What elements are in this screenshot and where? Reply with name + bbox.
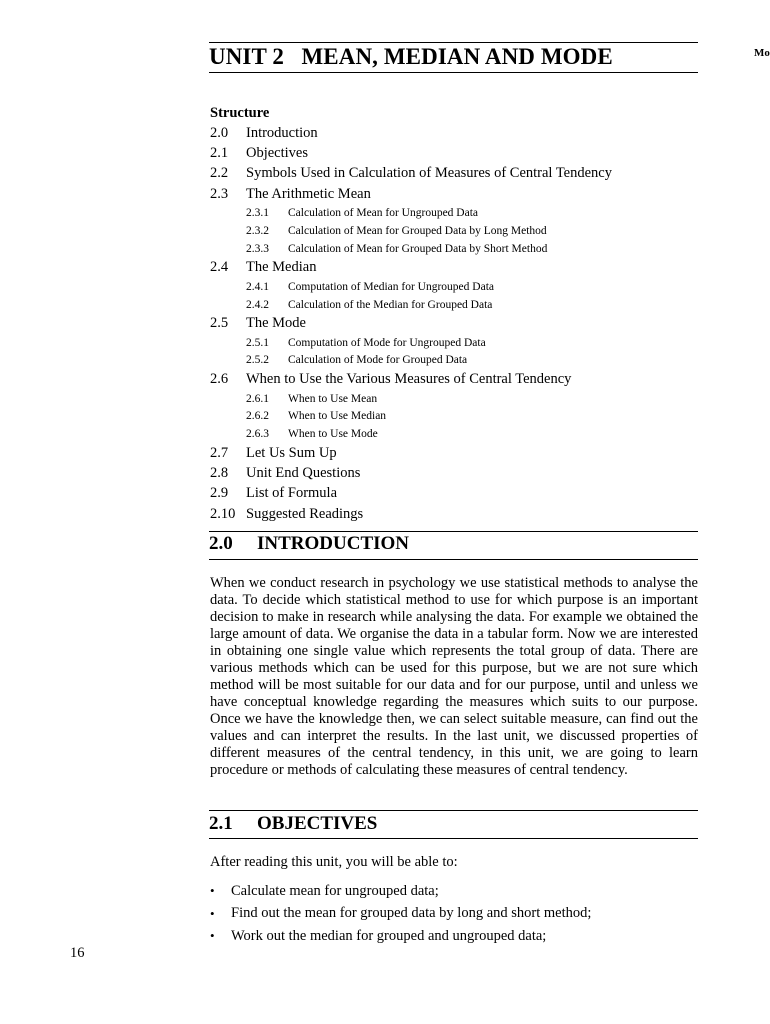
structure-item-title: Calculation of the Median for Grouped Data — [288, 298, 493, 311]
structure-item-title: Objectives — [246, 144, 309, 161]
structure-item-title: Calculation of Mode for Grouped Data — [288, 354, 468, 367]
structure-item-title: The Mode — [246, 315, 306, 332]
objective-text: Calculate mean for ungrouped data; — [231, 882, 439, 899]
structure-item-title: Unit End Questions — [246, 464, 361, 481]
structure-heading: Structure — [210, 105, 270, 121]
objectives-title: OBJECTIVES — [257, 813, 378, 834]
structure-item-number: 2.10 — [210, 505, 236, 522]
structure-item — [210, 443, 700, 463]
structure-item — [210, 425, 700, 443]
structure-item — [210, 407, 700, 425]
structure-item — [210, 352, 700, 370]
structure-item-number: 2.3.3 — [246, 242, 269, 255]
bullet-icon: • — [210, 883, 215, 899]
structure-item — [210, 258, 700, 278]
title-top-rule — [209, 42, 698, 43]
introduction-paragraph: When we conduct research in psychology we use statistical methods to analyse the data. To decide which statistical method to use for which purpose is an important decision to make in research while analysing the data. For example we obtained the large amount of data. We organise the data in a tabular form. Now we are interested in obtaining one single value which represents the total group of data. There are various methods which can be used for this purpose, but we are not sure which method will be most suitable for our data and for our purpose, until and unless we have conceptual knowledge regarding the measures which suits to our purpose. Once we have the knowledge then, we can select suitable measure, can find out the values and can interpret the results. In the last unit, we discussed properties of different measures of the central tendency, in this unit, we are going to learn procedure or methods of calculating these measures of central tendency. — [210, 575, 698, 778]
objectives-heading — [209, 813, 377, 835]
objectives-lead: After reading this unit, you will be able to: — [210, 854, 458, 870]
structure-item — [210, 369, 700, 389]
structure-item-number: 2.8 — [210, 464, 229, 481]
structure-item-number: 2.3 — [210, 185, 229, 202]
structure-item — [210, 504, 700, 524]
structure-item-number: 2.2 — [210, 165, 229, 182]
structure-item — [210, 143, 700, 163]
objective-item — [210, 880, 700, 903]
structure-item-number: 2.4.2 — [246, 298, 269, 311]
introduction-title: INTRODUCTION — [257, 533, 410, 554]
structure-item-title: Introduction — [246, 124, 318, 141]
structure-item-title: Symbols Used in Calculation of Measures of Central Tendency — [246, 165, 612, 182]
structure-item — [210, 313, 700, 333]
structure-item-title: List of Formula — [246, 485, 338, 502]
structure-item-number: 2.7 — [210, 444, 229, 461]
objectives-bottom-rule — [209, 838, 698, 839]
objectives-number: 2.1 — [209, 813, 233, 834]
objective-text: Find out the mean for grouped data by long and short method; — [231, 905, 592, 922]
structure-item — [210, 240, 700, 258]
objective-text: Work out the median for grouped and ungrouped data; — [231, 927, 547, 944]
structure-item-title: When to Use Mean — [288, 392, 378, 405]
structure-item — [210, 164, 700, 184]
structure-item-number: 2.0 — [210, 124, 229, 141]
unit-title: UNIT 2 MEAN, MEDIAN AND MODE — [209, 44, 613, 69]
structure-item — [210, 204, 700, 222]
structure-item-title: The Arithmetic Mean — [246, 185, 371, 202]
structure-item-number: 2.5 — [210, 315, 229, 332]
introduction-number: 2.0 — [209, 533, 233, 554]
structure-item-title: Computation of Median for Ungrouped Data — [288, 280, 494, 293]
structure-item-number: 2.3.2 — [246, 224, 269, 237]
objective-item — [210, 903, 700, 926]
objective-item — [210, 925, 700, 948]
structure-item-number: 2.5.1 — [246, 336, 269, 349]
structure-item-number: 2.6.1 — [246, 392, 269, 405]
structure-item — [210, 184, 700, 204]
bullet-icon: • — [210, 928, 215, 944]
bullet-icon: • — [210, 905, 215, 921]
title-bottom-rule — [209, 72, 698, 73]
structure-item-number: 2.3.1 — [246, 207, 269, 220]
structure-item — [210, 334, 700, 352]
structure-item-title: The Median — [246, 259, 317, 276]
structure-item-title: Calculation of Mean for Grouped Data by Short Method — [288, 242, 548, 255]
structure-item-number: 2.5.2 — [246, 354, 269, 367]
structure-item-title: When to Use Median — [288, 410, 387, 423]
page-number: 16 — [70, 945, 85, 961]
structure-item — [210, 390, 700, 408]
structure-item-number: 2.9 — [210, 485, 229, 502]
structure-item — [210, 463, 700, 483]
objectives-top-rule — [209, 810, 698, 811]
structure-item-title: Calculation of Mean for Ungrouped Data — [288, 207, 479, 220]
structure-item-title: When to Use the Various Measures of Central Tendency — [246, 371, 572, 387]
structure-item-number: 2.4 — [210, 259, 229, 276]
structure-item-number: 2.6 — [210, 371, 229, 387]
structure-item-title: Suggested Readings — [246, 505, 364, 522]
intro-bottom-rule — [209, 559, 698, 560]
structure-item-title: Let Us Sum Up — [246, 444, 337, 461]
structure-item — [210, 123, 700, 143]
structure-item-number: 2.6.2 — [246, 410, 269, 423]
structure-item-title: Computation of Mode for Ungrouped Data — [288, 336, 486, 349]
structure-list — [210, 123, 700, 524]
objectives-list — [210, 880, 700, 948]
structure-item — [210, 484, 700, 504]
structure-item-number: 2.1 — [210, 144, 229, 161]
intro-top-rule — [209, 531, 698, 532]
structure-item-number: 2.4.1 — [246, 280, 269, 293]
structure-item — [210, 222, 700, 240]
introduction-heading — [209, 533, 409, 555]
margin-marker: Mo — [754, 47, 770, 59]
structure-item-title: Calculation of Mean for Grouped Data by Long Method — [288, 224, 547, 237]
structure-item-number: 2.6.3 — [246, 428, 269, 441]
structure-item — [210, 278, 700, 296]
structure-item — [210, 296, 700, 314]
structure-item-title: When to Use Mode — [288, 428, 378, 441]
